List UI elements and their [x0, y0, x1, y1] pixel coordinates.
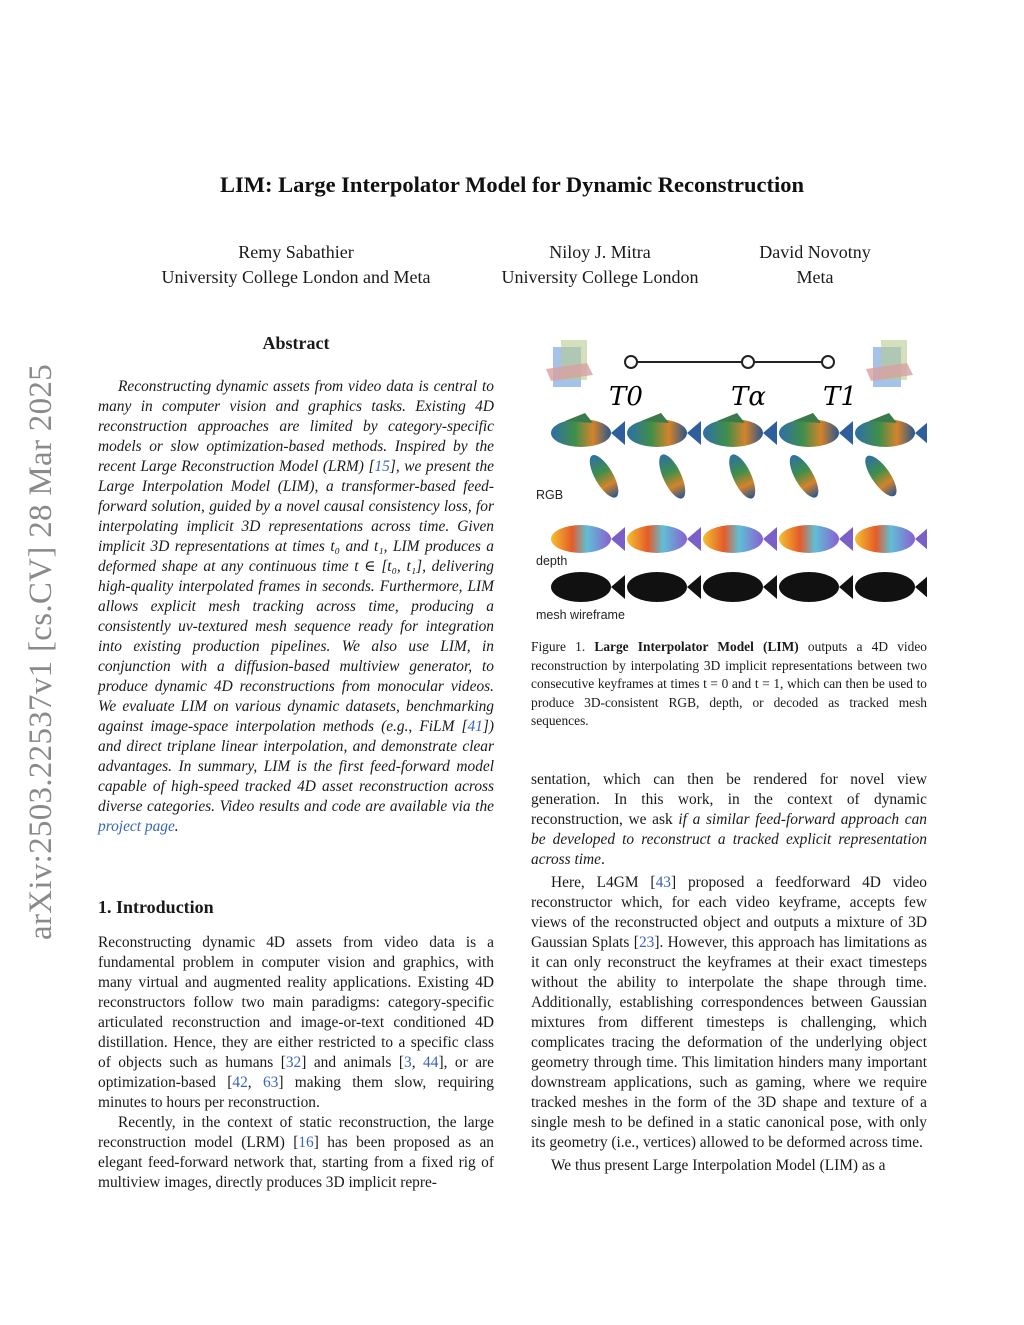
- citation-link[interactable]: 16: [298, 1134, 314, 1151]
- right-column-body: sentation, which can then be rendered for novel view generation. In this work, in the context of dynamic reconstruction, we ask if a similar feed-forward approach can be developed to reconstruct a tracked explicit representation across time. Here, L4GM [43] proposed a feedforward 4D video reconstructor which, for each video keyframe, accepts few views of the reconstructed object and outputs a mixture of 3D Gaussian Splats [23]. However, this approach has limitations as it can only reconstruct the keyframes at their exact timesteps without the ability to interpolate the shape through time. Additionally, establishing correspondences between Gaussian mixtures from different timesteps is challenging, which complicates tracing the deformation of the underlying object geometry through time. This limitation hinders many important downstream applications, such as gaming, where we require tracked meshes in the form of the 3D shape and texture of a single mesh to be defined in a static canonical pose, with only its geometry (i.e., vertices) allowed to be deformed across time. We thus present Large Interpolation Model (LIM) as a: [531, 771, 928, 1174]
- project-page-link[interactable]: project page: [98, 818, 175, 835]
- citation-link[interactable]: 42: [232, 1074, 248, 1091]
- timeline-node: [625, 356, 637, 368]
- paper-title: LIM: Large Interpolator Model for Dynamic Reconstruction: [219, 172, 805, 197]
- citation-link[interactable]: 41: [467, 718, 483, 735]
- author-block-3: [745, 240, 885, 290]
- keyframe-label-t0: T0: [609, 382, 643, 412]
- introduction-body: Reconstructing dynamic 4D assets from video data is a fundamental problem in computer vision and graphics, with many virtual and augmented reality applications. Existing 4D reconstructors follow two main paradigms: category-specific articulated reconstruction and image-or-text conditioned 4D distillation. Hence, they are either restricted to a specific class of objects such as humans [32] and animals [3, 44], or are optimization-based [42, 63] making them slow, requiring minutes to hours per reconstruction. Recently, in the context of static reconstruction, the large reconstruction model (LRM) [16] has been proposed as an elegant feed-forward network that, starting from a fixed rig of multiview images, directly produces 3D implicit repre-: [98, 934, 495, 1191]
- keyframe-label-ta: Tα: [731, 382, 766, 412]
- figure-label-rgb: RGB: [536, 488, 564, 502]
- figure-1: [531, 335, 927, 625]
- mesh-fish-row: [551, 572, 927, 602]
- author-name: David Novotny: [759, 242, 871, 262]
- rgb-fish-row: [551, 413, 927, 447]
- citation-link[interactable]: 63: [262, 1074, 279, 1091]
- triplane-icon: [866, 340, 913, 387]
- timeline-node: [742, 356, 754, 368]
- depth-fish-row: [551, 525, 927, 553]
- author-name: Niloy J. Mitra: [549, 242, 651, 262]
- author-block-1: [146, 240, 446, 290]
- arxiv-identifier: arXiv:2503.22537v1 [cs.CV] 28 Mar 2025: [23, 364, 59, 940]
- figure-1-graphic: [531, 335, 927, 625]
- section-heading-introduction: 1. Introduction: [98, 897, 214, 917]
- abstract-body: Reconstructing dynamic assets from video data is central to many in computer vision and graphics tasks. Existing 4D reconstruction approaches are limited by category-specific models or slow optimization-based methods. Inspired by the recent Large Reconstruction Model (LRM) [15], we present the Large Interpolation Model (LIM), a transformer-based feed-forward solution, guided by a novel causal consistency loss, for interpolating implicit 3D representations across time. Given implicit 3D representations at times t₀ and t₁, LIM produces a deformed shape at any continuous time t ∈ [t₀, t₁], delivering high-quality interpolated frames in seconds. Furthermore, LIM allows explicit mesh tracking across time, producing a consistently uv-textured mesh sequence ready for integration into existing production pipelines. We also use LIM, in conjunction with a diffusion-based multiview generator, to produce dynamic 4D reconstructions from monocular videos. We evaluate LIM on various dynamic datasets, benchmarking against image-space interpolation methods (e.g., FiLM [41]) and direct triplane linear interpolation, and demonstrate clear advantages. In summary, LIM is the first feed-forward model capable of high-speed tracked 4D asset reconstruction across diverse categories. Video results and code are available via the project page.: [98, 378, 494, 835]
- citation-link[interactable]: 32: [285, 1054, 302, 1071]
- author-affiliation: Meta: [796, 267, 834, 287]
- keyframe-label-t1: T1: [823, 382, 857, 412]
- author-affiliation: University College London: [501, 267, 699, 287]
- citation-link[interactable]: 43: [655, 874, 671, 891]
- rgb-fish-topview-row: [584, 451, 902, 502]
- citation-link[interactable]: 3: [404, 1054, 412, 1071]
- citation-link[interactable]: 23: [638, 934, 655, 951]
- citation-link[interactable]: 15: [374, 458, 390, 475]
- author-block-2: [490, 240, 710, 290]
- timeline-node: [822, 356, 834, 368]
- abstract-heading: Abstract: [262, 333, 330, 353]
- author-name: Remy Sabathier: [238, 242, 354, 262]
- figure-1-caption: Figure 1. Large Interpolator Model (LIM) outputs a 4D video reconstruction by interpolating 3D implicit representations between two consecutive keyframes at times t = 0 and t = 1, which can then be used to produce 3D-consistent RGB, depth, or decoded as tracked mesh sequences.: [531, 639, 927, 728]
- author-affiliation: University College London and Meta: [161, 267, 431, 287]
- figure-label-mesh: mesh wireframe: [536, 608, 625, 622]
- triplane-icon: [546, 340, 593, 387]
- citation-link[interactable]: 44: [423, 1054, 439, 1071]
- figure-label-depth: depth: [536, 554, 568, 568]
